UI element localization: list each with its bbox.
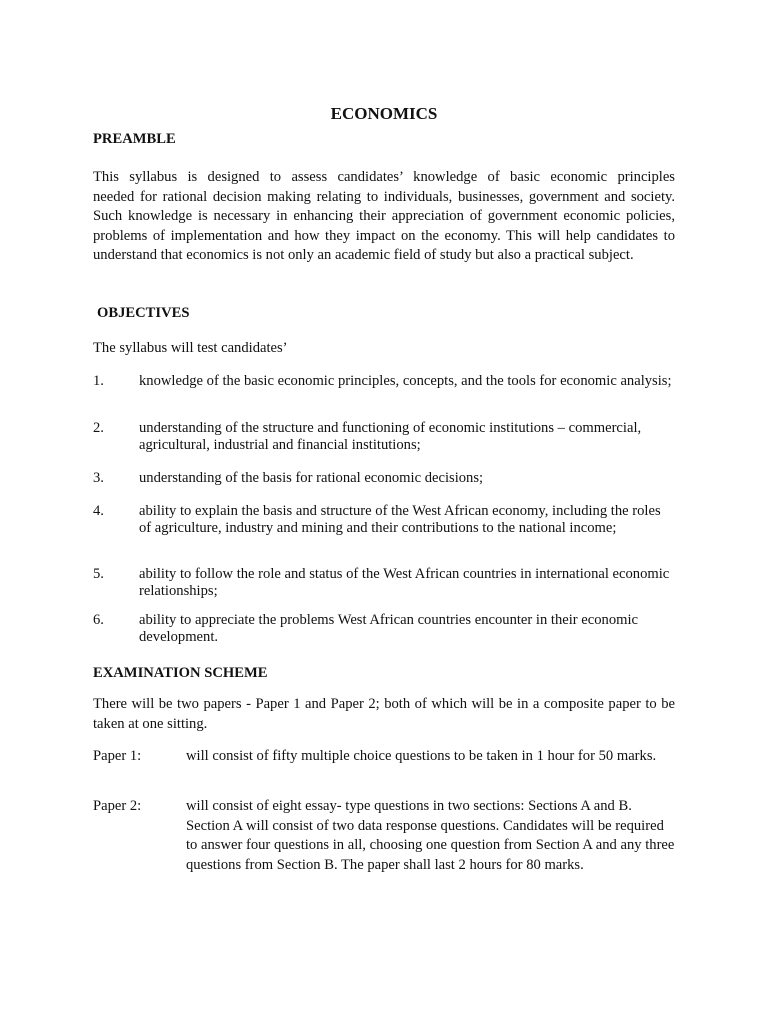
objectives-intro: The syllabus will test candidates’ [93,340,288,356]
paper-description: will consist of fifty multiple choice questions to be taken in 1 hour for 50 marks. [186,748,657,764]
preamble-body: needed for rational decision making relating to individuals, businesses, government and society. Such knowledge is necessary in enhancing their appreciation of government economic policies, problems of implementation and how they impact on the economy. This will help candidates to understand that economics is not only an academic field of study but also a practical subject. [93,188,675,263]
preamble-heading: PREAMBLE [93,131,176,147]
objective-number: 6. [93,612,104,628]
objective-number: 2. [93,420,104,436]
paper-description: will consist of eight essay- type questions in two sections: Sections A and B. Section A will consist of two data response questions. Candidates will be required to answer four questions in all, choosing one question from Section A and any three questions from Section B. The paper shall last 2 hours for 80 marks. [186,798,675,873]
page-title: ECONOMICS [330,104,438,123]
exam-scheme-intro: There will be two papers - Paper 1 and Paper 2; both of which will be in a composite paper to be taken at one sitting. [93,696,675,732]
exam-scheme-heading: EXAMINATION SCHEME [93,665,268,681]
objective-text: knowledge of the basic economic principles, concepts, and the tools for economic analysis; [139,373,672,389]
objective-text: ability to follow the role and status of the West African countries in international economic relationships; [139,566,670,599]
objective-number: 1. [93,373,104,389]
objective-text: ability to explain the basis and structure of the West African economy, including the roles of agriculture, industry and mining and their contributions to the national income; [139,503,661,536]
paper-label: Paper 1: [93,748,142,764]
preamble-first-line: This syllabus is designed to assess candidates’ knowledge of basic economic principles [93,169,675,185]
objective-number: 3. [93,470,104,486]
preamble-paragraph [93,168,675,266]
objectives-heading: OBJECTIVES [97,305,190,321]
objective-number: 4. [93,503,104,519]
objective-number: 5. [93,566,104,582]
paper-label: Paper 2: [93,798,142,814]
objective-text: understanding of the basis for rational economic decisions; [139,470,484,486]
objective-text: understanding of the structure and functioning of economic institutions – commercial, agricultural, industrial and financial institutions; [139,420,642,453]
objective-text: ability to appreciate the problems West African countries encounter in their economic development. [139,612,639,645]
